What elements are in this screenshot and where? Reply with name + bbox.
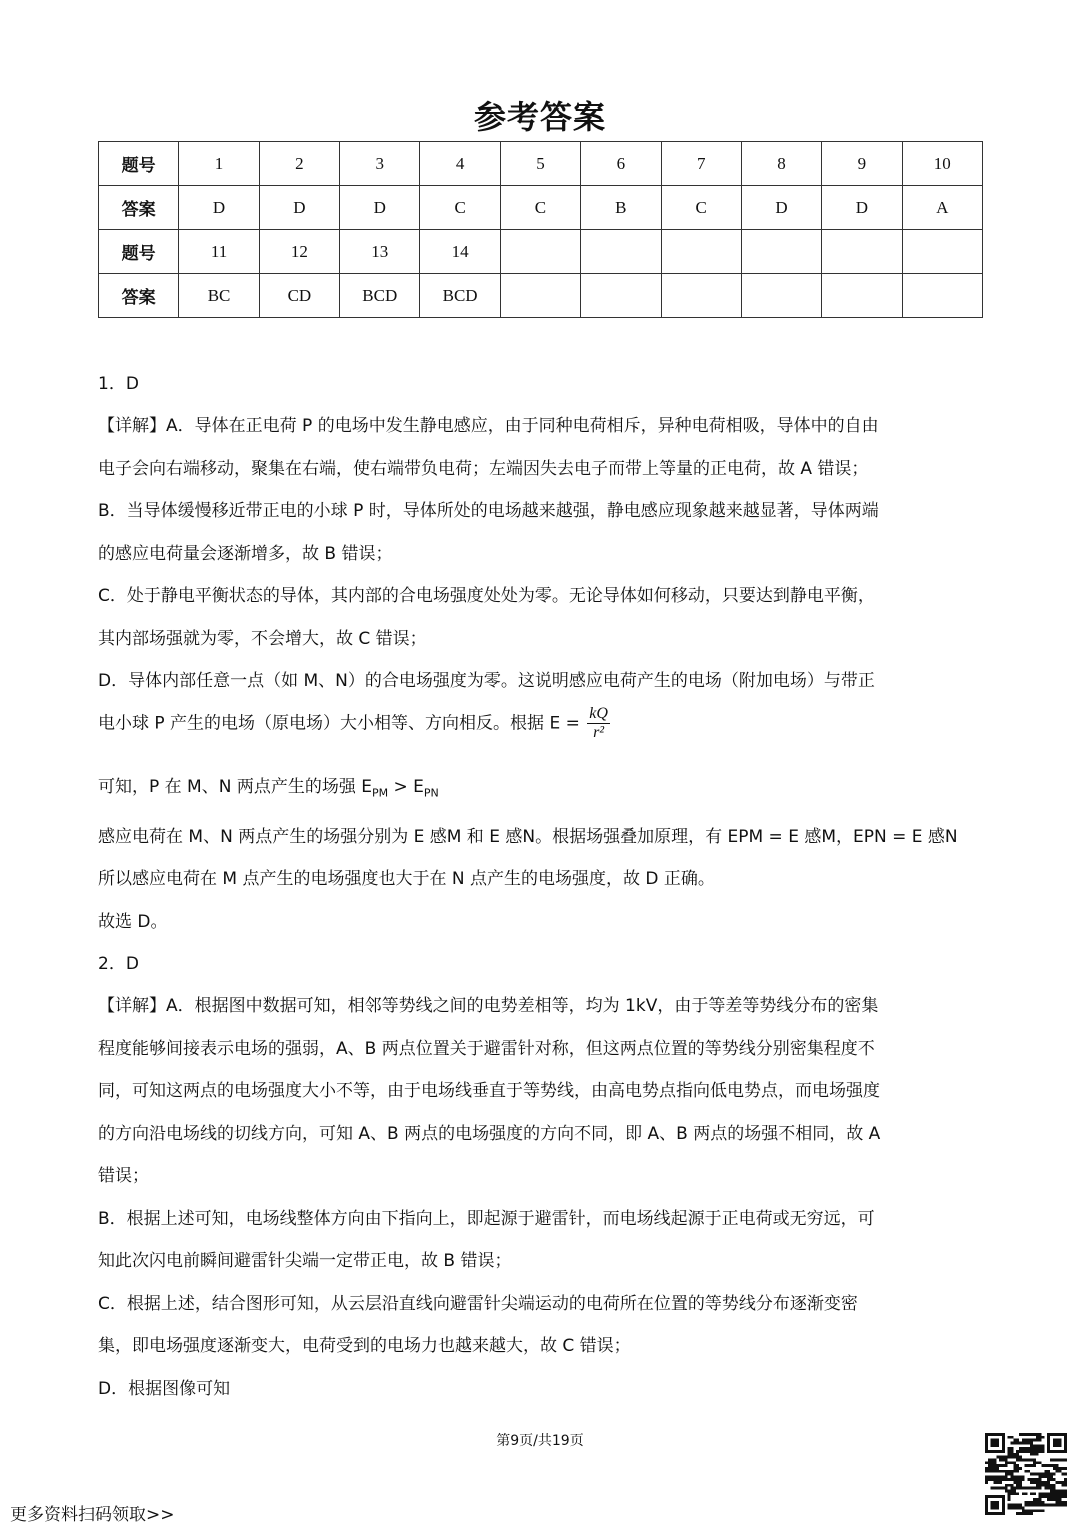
q1-heading: 1．D (98, 374, 139, 394)
q1-line: 其内部场强就为零，不会增大，故 C 错误； (98, 629, 427, 649)
page-number: 第9页/共19页 (496, 1433, 584, 1449)
table-cell: C (420, 186, 500, 230)
row-label: 答案 (99, 274, 179, 318)
table-cell (581, 274, 661, 318)
q2-line: 的方向沿电场线的切线方向，可知 A、B 两点的电场强度的方向不同，即 A、B 两点的场强不相同，故 A (98, 1124, 881, 1144)
table-cell: D (741, 186, 821, 230)
q1-line: B．当导体缓慢移近带正电的小球 P 时，导体所处的电场越来越强，静电感应现象越来越显著，导体两端 (98, 501, 879, 521)
q2-line: 同，可知这两点的电场强度大小不等，由于电场线垂直于等势线，由高电势点指向低电势点，而电场强度 (98, 1081, 880, 1101)
fraction-denominator: r² (593, 724, 605, 741)
table-cell: 5 (500, 142, 580, 186)
subscript: PN (423, 786, 439, 800)
q1-field-comparison (98, 772, 439, 799)
fraction-numerator: kQ (589, 705, 608, 722)
page-title: 参考答案 (473, 98, 606, 136)
q2-line: 程度能够间接表示电场的强弱，A、B 两点位置关于避雷针对称，但这两点位置的等势线分别密集程度不 (98, 1039, 875, 1059)
table-cell: BCD (420, 274, 500, 318)
q2-line: 知此次闪电前瞬间避雷针尖端一定带正电，故 B 错误； (98, 1251, 512, 1271)
table-cell: 1 (179, 142, 259, 186)
table-cell: 2 (259, 142, 339, 186)
answer-row (99, 274, 983, 318)
table-cell (741, 274, 821, 318)
q1-line: 电小球 P 产生的电场（原电场）大小相等、方向相反。根据 E = (98, 713, 580, 734)
row-label: 答案 (99, 186, 179, 230)
q1-line: C．处于静电平衡状态的导体，其内部的合电场强度处处为零。无论导体如何移动，只要达到静电平衡， (98, 586, 875, 606)
coulomb-formula-fraction (587, 705, 610, 742)
table-cell (581, 230, 661, 274)
subscript: PM (372, 786, 389, 800)
table-cell (902, 230, 982, 274)
table-cell: D (179, 186, 259, 230)
table-cell: 11 (179, 230, 259, 274)
table-cell: 10 (902, 142, 982, 186)
table-cell: 8 (741, 142, 821, 186)
table-cell: BCD (340, 274, 420, 318)
table-cell: D (822, 186, 902, 230)
q2-line: C．根据上述，结合图形可知，从云层沿直线向避雷针尖端运动的电荷所在位置的等势线分布逐渐变密 (98, 1294, 858, 1314)
table-cell: 12 (259, 230, 339, 274)
answer-row (99, 186, 983, 230)
table-cell: C (661, 186, 741, 230)
table-cell: D (259, 186, 339, 230)
q1-line: 的感应电荷量会逐渐增多，故 B 错误； (98, 544, 393, 564)
qr-code-icon[interactable] (985, 1433, 1067, 1515)
table-cell (500, 230, 580, 274)
table-cell: 14 (420, 230, 500, 274)
answer-table (98, 141, 983, 318)
table-cell (822, 230, 902, 274)
table-cell: 9 (822, 142, 902, 186)
question-number-row (99, 230, 983, 274)
q1-line: 电子会向右端移动，聚集在右端，使右端带负电荷；左端因失去电子而带上等量的正电荷，故 A 错误； (98, 459, 869, 479)
more-resources-link[interactable]: 更多资料扫码领取>> (10, 1505, 175, 1525)
q1-line: 所以感应电荷在 M 点产生的电场强度也大于在 N 点产生的电场强度，故 D 正确。 (98, 869, 715, 889)
q1-choice: 故选 D。 (98, 912, 168, 932)
table-cell: 3 (340, 142, 420, 186)
table-cell (822, 274, 902, 318)
table-cell (661, 274, 741, 318)
table-cell: 7 (661, 142, 741, 186)
table-cell: CD (259, 274, 339, 318)
table-cell: 13 (340, 230, 420, 274)
q1-line-formula (98, 705, 610, 742)
table-cell (500, 274, 580, 318)
question-number-row (99, 142, 983, 186)
q2-line: 错误； (98, 1166, 149, 1186)
q1-line: D．导体内部任意一点（如 M、N）的合电场强度为零。这说明感应电荷产生的电场（附加电场）与带正 (98, 671, 875, 691)
table-cell: D (340, 186, 420, 230)
table-cell (661, 230, 741, 274)
table-cell (902, 274, 982, 318)
q1-line: 感应电荷在 M、N 两点产生的场强分别为 E 感M 和 E 感N。根据场强叠加原理，有 EPM = E 感M，EPN = E 感N (98, 827, 958, 847)
q2-line: 【详解】A．根据图中数据可知，相邻等势线之间的电势差相等，均为 1kV，由于等差等势线分布的密集 (98, 996, 879, 1016)
q2-line: D．根据图像可知 (98, 1379, 231, 1399)
text-span: 可知，P 在 M、N 两点产生的场强 E (98, 777, 372, 797)
table-cell: BC (179, 274, 259, 318)
table-cell (741, 230, 821, 274)
table-cell: 6 (581, 142, 661, 186)
row-label: 题号 (99, 230, 179, 274)
q1-line: 【详解】A．导体在正电荷 P 的电场中发生静电感应，由于同种电荷相斥，异种电荷相吸，导体中的自由 (98, 416, 879, 436)
row-label: 题号 (99, 142, 179, 186)
q2-line: B．根据上述可知，电场线整体方向由下指向上，即起源于避雷针，而电场线起源于正电荷或无穷远，可 (98, 1209, 875, 1229)
table-cell: C (500, 186, 580, 230)
table-cell: A (902, 186, 982, 230)
table-cell: 4 (420, 142, 500, 186)
text-span: > E (388, 777, 424, 797)
q2-line: 集，即电场强度逐渐变大，电荷受到的电场力也越来越大，故 C 错误； (98, 1336, 631, 1356)
q2-heading: 2．D (98, 954, 139, 974)
table-cell: B (581, 186, 661, 230)
